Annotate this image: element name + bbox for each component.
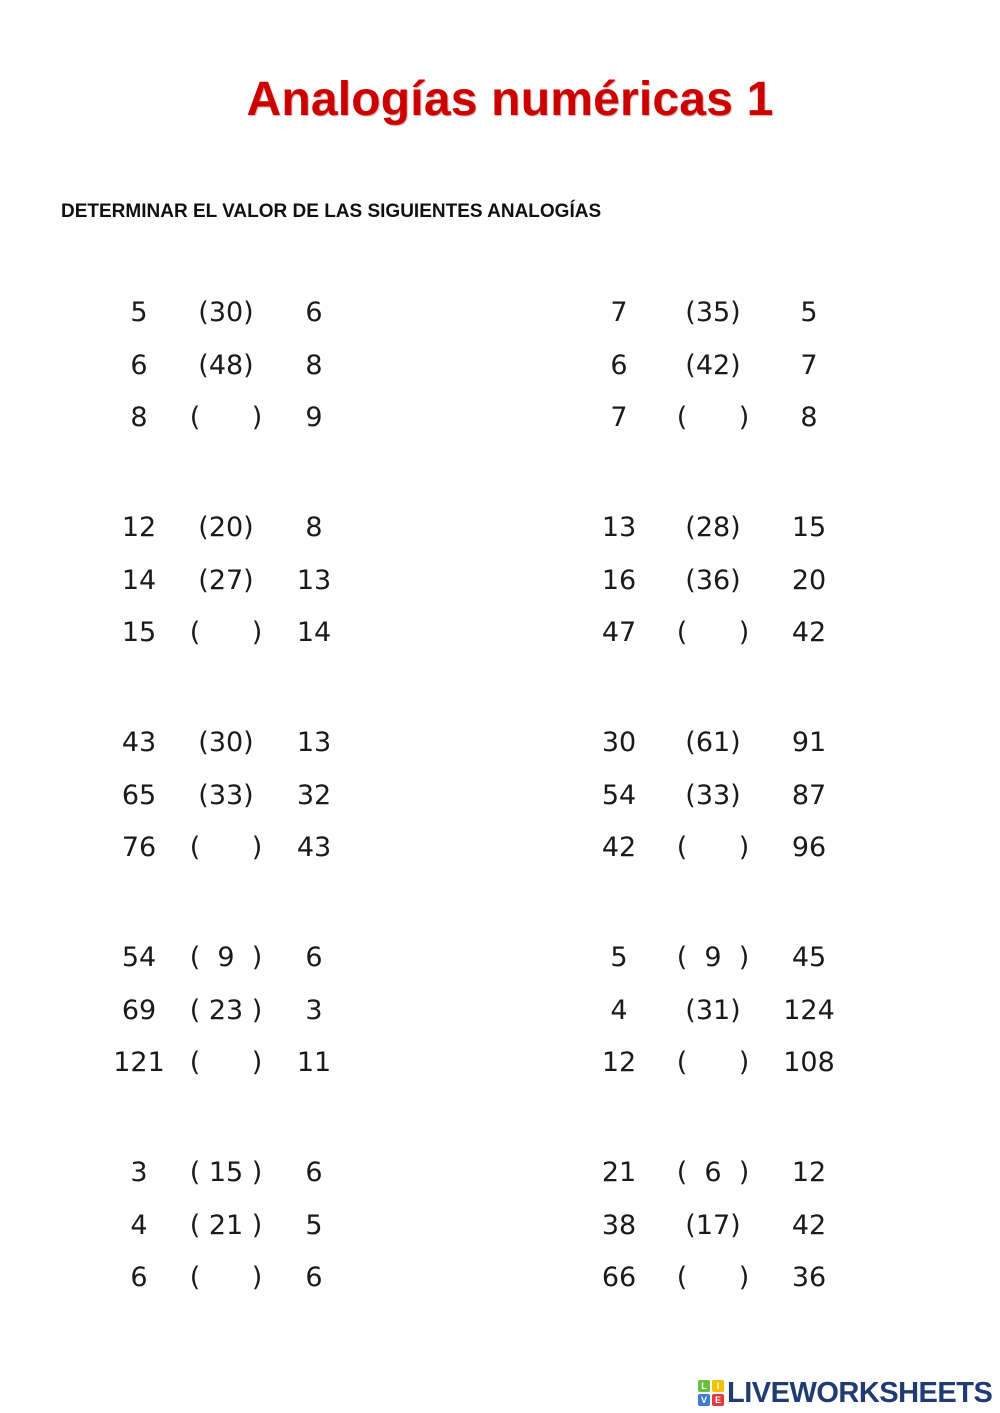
left-number: 15 [121, 617, 157, 648]
left-number: 21 [601, 1157, 637, 1188]
left-number: 47 [601, 617, 637, 648]
logo-block-l: L [698, 1380, 710, 1392]
right-number: 8 [305, 512, 323, 543]
left-number: 43 [121, 727, 157, 758]
right-number: 8 [305, 350, 323, 381]
middle-result: (35) [685, 297, 741, 328]
analogy-question-row [584, 1258, 864, 1298]
left-number: 13 [601, 512, 637, 543]
logo-block-v: V [698, 1394, 710, 1406]
right-number: 36 [791, 1262, 827, 1293]
logo-block-e: E [712, 1394, 724, 1406]
middle-result: (48) [198, 350, 254, 381]
analogy-question-row [104, 613, 384, 653]
right-number: 6 [305, 942, 323, 973]
right-number: 6 [305, 297, 323, 328]
left-number: 54 [121, 942, 157, 973]
analogy-row [584, 1153, 864, 1193]
analogy-row [584, 991, 864, 1031]
right-number: 13 [296, 727, 332, 758]
answer-blank[interactable]: ( ) [676, 402, 750, 433]
middle-result: ( 23 ) [189, 995, 263, 1026]
left-number: 7 [610, 297, 628, 328]
right-number: 5 [800, 297, 818, 328]
middle-result: (27) [198, 565, 254, 596]
left-number: 6 [130, 1262, 148, 1293]
answer-blank[interactable]: ( ) [189, 402, 263, 433]
right-number: 12 [791, 1157, 827, 1188]
left-number: 38 [601, 1210, 637, 1241]
left-number: 7 [610, 402, 628, 433]
middle-result: (31) [685, 995, 741, 1026]
analogy-row [104, 1153, 384, 1193]
right-number: 20 [791, 565, 827, 596]
left-number: 65 [121, 780, 157, 811]
live-blocks-icon [698, 1380, 724, 1406]
analogy-row [584, 723, 864, 763]
middle-result: ( 6 ) [676, 1157, 750, 1188]
left-number: 54 [601, 780, 637, 811]
left-number: 121 [113, 1047, 165, 1078]
right-number: 124 [783, 995, 835, 1026]
left-number: 3 [130, 1157, 148, 1188]
right-number: 32 [296, 780, 332, 811]
analogy-row [104, 561, 384, 601]
right-number: 5 [305, 1210, 323, 1241]
right-number: 6 [305, 1262, 323, 1293]
left-number: 76 [121, 832, 157, 863]
left-number: 12 [121, 512, 157, 543]
analogy-question-row [104, 398, 384, 438]
analogy-question-row [104, 1043, 384, 1083]
analogy-row [104, 723, 384, 763]
left-number: 4 [130, 1210, 148, 1241]
left-number: 30 [601, 727, 637, 758]
middle-result: (17) [685, 1210, 741, 1241]
middle-result: (61) [685, 727, 741, 758]
right-number: 43 [296, 832, 332, 863]
analogy-row [104, 508, 384, 548]
instruction-text: DETERMINAR EL VALOR DE LAS SIGUIENTES ANALOGÍAS [61, 201, 602, 222]
middle-result: (42) [685, 350, 741, 381]
middle-result: ( 15 ) [189, 1157, 263, 1188]
right-number: 108 [783, 1047, 835, 1078]
middle-result: (28) [685, 512, 741, 543]
left-number: 4 [610, 995, 628, 1026]
right-number: 8 [800, 402, 818, 433]
left-number: 16 [601, 565, 637, 596]
analogy-row [584, 1206, 864, 1246]
middle-result: (30) [198, 297, 254, 328]
middle-result: (20) [198, 512, 254, 543]
analogy-row [584, 776, 864, 816]
analogy-row [584, 561, 864, 601]
middle-result: (33) [685, 780, 741, 811]
left-number: 12 [601, 1047, 637, 1078]
right-number: 96 [791, 832, 827, 863]
analogy-row [104, 991, 384, 1031]
left-number: 6 [130, 350, 148, 381]
right-number: 42 [791, 1210, 827, 1241]
analogy-row [584, 346, 864, 386]
right-number: 45 [791, 942, 827, 973]
answer-blank[interactable]: ( ) [189, 1047, 263, 1078]
analogy-row [104, 1206, 384, 1246]
analogy-question-row [584, 1043, 864, 1083]
logo-wordmark: LIVEWORKSHEETS [727, 1376, 993, 1409]
analogy-question-row [584, 613, 864, 653]
analogy-row [584, 293, 864, 333]
right-number: 87 [791, 780, 827, 811]
liveworksheets-logo [698, 1378, 992, 1408]
answer-blank[interactable]: ( ) [676, 1262, 750, 1293]
right-number: 3 [305, 995, 323, 1026]
answer-blank[interactable]: ( ) [189, 832, 263, 863]
right-number: 6 [305, 1157, 323, 1188]
left-number: 66 [601, 1262, 637, 1293]
logo-block-i: I [712, 1380, 724, 1392]
middle-result: (33) [198, 780, 254, 811]
right-number: 14 [296, 617, 332, 648]
middle-result: (36) [685, 565, 741, 596]
answer-blank[interactable]: ( ) [676, 617, 750, 648]
right-number: 91 [791, 727, 827, 758]
middle-result: ( 21 ) [189, 1210, 263, 1241]
middle-result: ( 9 ) [676, 942, 750, 973]
answer-blank[interactable]: ( ) [189, 617, 263, 648]
worksheet-title: Analogías numéricas 1 [246, 73, 774, 126]
left-number: 14 [121, 565, 157, 596]
right-number: 42 [791, 617, 827, 648]
middle-result: (30) [198, 727, 254, 758]
right-number: 15 [791, 512, 827, 543]
analogy-question-row [104, 1258, 384, 1298]
left-number: 42 [601, 832, 637, 863]
analogy-row [584, 938, 864, 978]
analogy-row [104, 938, 384, 978]
right-number: 13 [296, 565, 332, 596]
left-number: 69 [121, 995, 157, 1026]
answer-blank[interactable]: ( ) [676, 832, 750, 863]
analogy-row [104, 293, 384, 333]
answer-blank[interactable]: ( ) [189, 1262, 263, 1293]
left-number: 6 [610, 350, 628, 381]
left-number: 5 [610, 942, 628, 973]
right-number: 9 [305, 402, 323, 433]
left-number: 8 [130, 402, 148, 433]
analogy-question-row [584, 828, 864, 868]
analogy-question-row [584, 398, 864, 438]
analogy-row [104, 776, 384, 816]
analogy-row [104, 346, 384, 386]
analogy-row [584, 508, 864, 548]
left-number: 5 [130, 297, 148, 328]
right-number: 11 [296, 1047, 332, 1078]
answer-blank[interactable]: ( ) [676, 1047, 750, 1078]
middle-result: ( 9 ) [189, 942, 263, 973]
right-number: 7 [800, 350, 818, 381]
analogy-question-row [104, 828, 384, 868]
